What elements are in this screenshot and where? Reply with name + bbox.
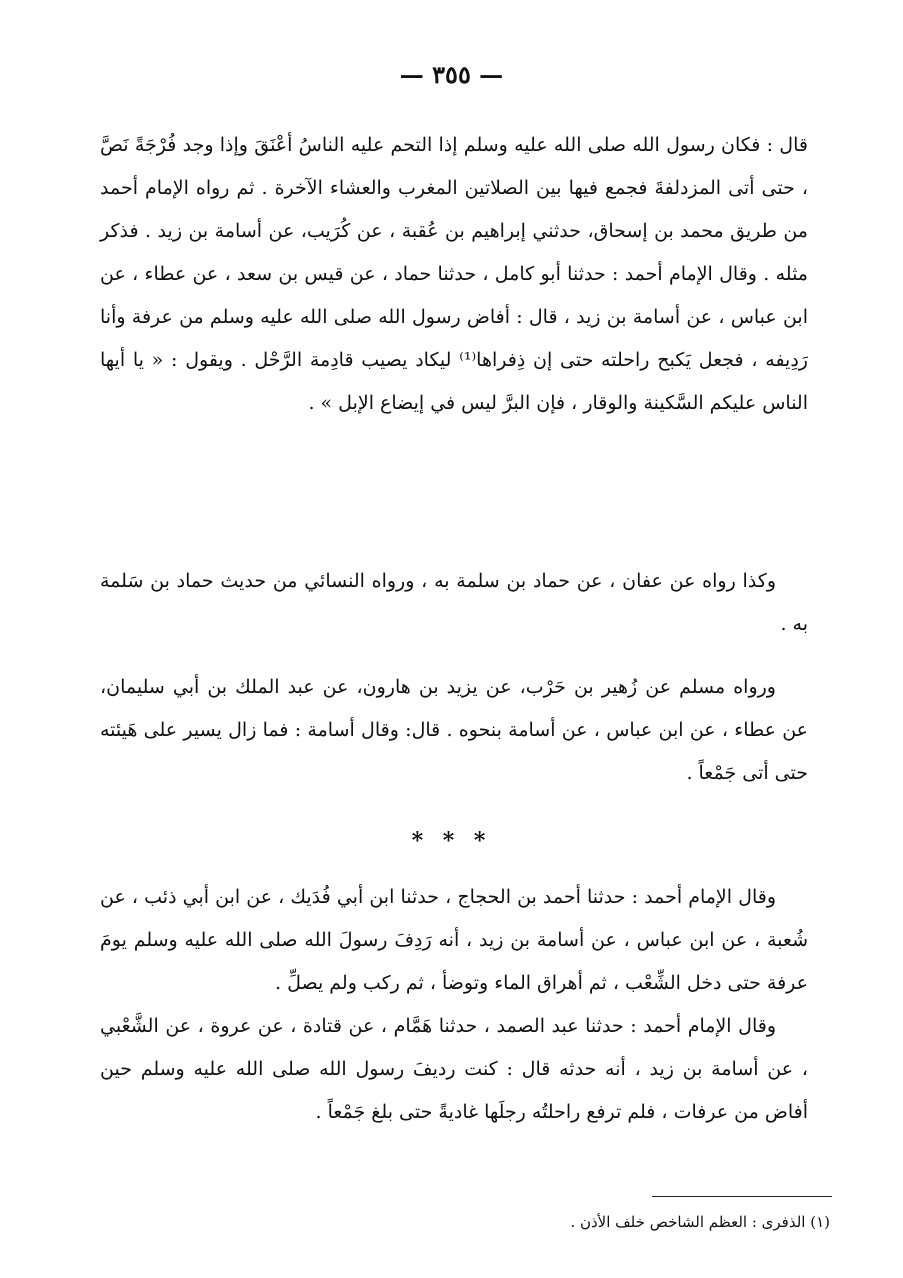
- section-ahmad-narrations: [100, 876, 808, 1134]
- paragraph-text: ورواه مسلم عن زُهير بن حَرْب، عن يزيد بن هارون، عن عبد الملك بن أبي سليمان، عن عطاء ، عن ابن عباس ، عن أسامة بنحوه . قال: وقال أسامة : فما زال يسير على هَيئته حتى أتى جَمْعاً .: [100, 676, 808, 784]
- section-separator: * * *: [411, 828, 492, 854]
- paragraph-text: قال : فكان رسول الله صلى الله عليه وسلم إذا التحم عليه الناسُ أعْنَقَ وإذا وجد فُرْجَةً نَصَّ ، حتى أتى المزدلفةَ فجمع فيها بين الصلاتين المغرب والعشاء الآخرة . ثم رواه الإمام أحمد من طريق محمد بن إسحاق، حدثني إبراهيم بن عُقبة ، عن كُرَيب، عن أسامة بن زيد . فذكر مثله . وقال الإمام أحمد : حدثنا أبو كامل ، حدثنا حماد ، عن قيس بن سعد ، عن عطاء ، عن ابن عباس ، عن أسامة بن زيد ، قال : أفاض رسول الله صلى الله عليه وسلم من عرفة وأنا رَدِيفه ، فجعل يَكبح راحلته حتى إن ذِفراها⁽¹⁾ ليكاد يصيب قادِمة الرَّحْل . ويقول : « يا أيها الناس عليكم السَّكينة والوقار ، فإن البرَّ ليس في إيضاع الإبل » .: [100, 134, 808, 414]
- paragraph-text: وكذا رواه عن عفان ، عن حماد بن سلمة به ، ورواه النسائي من حديث حماد بن سَلمة به .: [100, 570, 808, 635]
- footnote-divider: [652, 1196, 832, 1197]
- page-number: — ٣٥٥ —: [399, 60, 504, 89]
- paragraph-text: وقال الإمام أحمد : حدثنا عبد الصمد ، حدثنا هَمَّام ، عن قتادة ، عن عروة ، عن الشَّعْبي ، عن أسامة بن زيد ، أنه حدثه قال : كنت رديفَ رسول الله صلى الله عليه وسلم حين أفاض من عرفات ، فلم ترفع راحلتُه رجلَها غاديةً حتى بلغ جَمْعاً .: [100, 1015, 808, 1123]
- paragraph-text: وقال الإمام أحمد : حدثنا أحمد بن الحجاج ، حدثنا ابن أبي فُدَيك ، عن ابن أبي ذئب ، عن شُعبة ، عن ابن عباس ، عن أسامة بن زيد ، أنه رَدِفَ رسولَ الله صلى الله عليه وسلم يومَ عرفة حتى دخل الشِّعْب ، ثم أهراق الماء وتوضأ ، ثم ركب ولم يصلِّ .: [100, 886, 808, 994]
- paragraph-muslim: [100, 666, 808, 795]
- footnote: (١) الذفرى : العظم الشاخص خلف الأذن .: [570, 1213, 830, 1231]
- paragraph-hadith-ibn-ishaq: [100, 124, 808, 425]
- paragraph-affan: [100, 560, 808, 646]
